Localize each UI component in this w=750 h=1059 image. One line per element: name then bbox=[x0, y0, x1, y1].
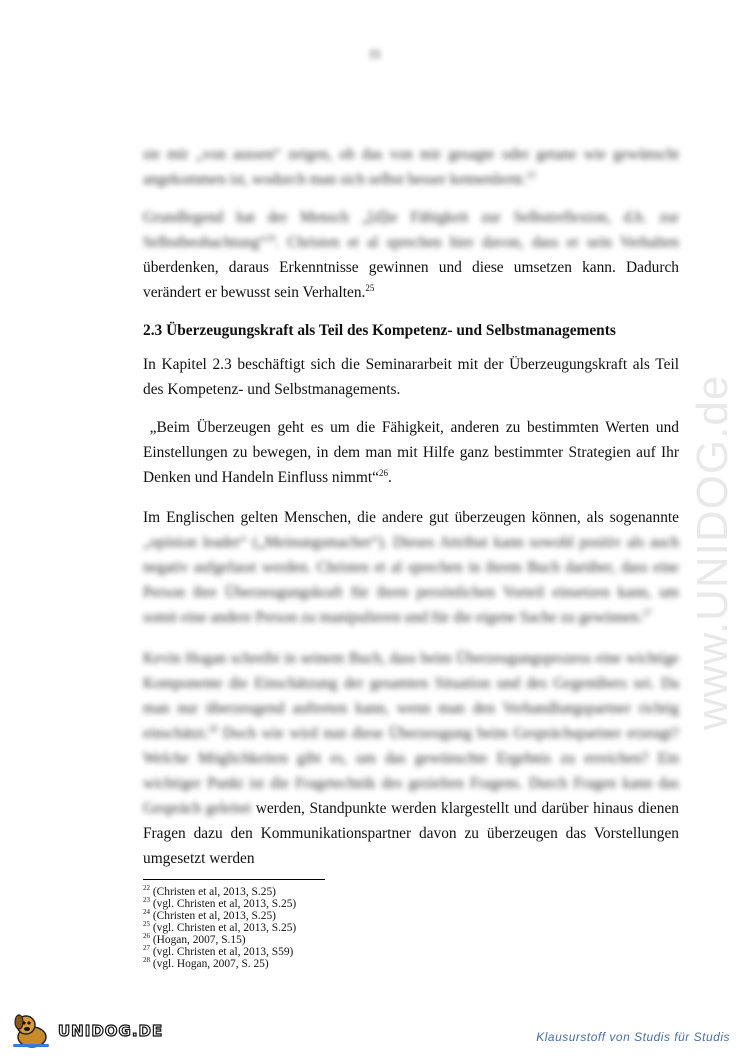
visible-text: werden, Standpunkte werden klargestellt und darüber hinaus dienen Fragen dazu den Kommunikationspartner davon zu überzeugen das Vorstellungen umgesetzt werden bbox=[143, 800, 679, 867]
blurred-text: sie mir „von aussen“ zeigen, ob das von mir gesagte oder getane wie gewünscht angekommen ist, wodurch man sich selbst besser kennenlernt. bbox=[143, 146, 679, 188]
footnote-ref: 25 bbox=[365, 282, 375, 293]
blurred-paragraph-1 bbox=[143, 142, 679, 192]
footnote-text: (Christen et al, 2013, S.25) bbox=[152, 910, 276, 922]
logo-text: UNIDOG.DE bbox=[58, 1022, 164, 1040]
dog-icon bbox=[10, 1010, 56, 1050]
blurred-segment: „opinion leader“ („Meinungsmacher“). Dieses Attribut kann sowohl positiv als auch negativ aufgefasst werden. Christen et al sprechen in ihrem Buch darüber, dass eine Person ihre Überzeugungskraft für ihren persönlichen Vorteil einsetzen kann, um somit eine andere Person zu manipulieren und für die eigene Sache zu gewinnen. bbox=[143, 534, 679, 626]
watermark bbox=[682, 300, 737, 730]
footnote-text: (vgl. Christen et al, 2013, S59) bbox=[152, 946, 294, 958]
watermark-text: www.UNIDOG.de bbox=[688, 374, 737, 730]
footnote bbox=[143, 886, 296, 898]
unidog-logo bbox=[10, 1010, 190, 1050]
footnote-text: (Hogan, 2007, S.15) bbox=[152, 934, 246, 946]
paragraph-5 bbox=[143, 505, 679, 630]
footnote-text: (vgl. Christen et al, 2013, S.25) bbox=[152, 898, 297, 910]
footnote bbox=[143, 898, 296, 910]
footnote-separator bbox=[143, 879, 325, 880]
footnote bbox=[143, 910, 296, 922]
quote-text: „Beim Überzeugen geht es um die Fähigkeit, anderen zu bestimmten Werten und Einstellungen zu bewegen, in dem man mit Hilfe ganz bestimmter Strategien auf Ihr Denken und Handeln Einfluss nimmt“ bbox=[143, 419, 679, 486]
blurred-text bbox=[143, 209, 679, 251]
footnote bbox=[143, 934, 296, 946]
blurred-segment: Doch wie wird nun diese Überzeugung beim Gesprächspartner erzeugt? Welche Möglichkeiten gibt es, um das gewünschte Ergebnis zu erreichen? Ein wichtiger Punkt ist die Fragetechnik des gezielten Fragens. Durch Fragen kann das Gespräch geleitet bbox=[143, 725, 679, 817]
footnote-text: (vgl. Hogan, 2007, S. 25) bbox=[152, 958, 269, 970]
slogan: Klausurstoff von Studis für Studis bbox=[536, 1030, 730, 1044]
blurred-segment: Grundlegend hat der Mensch „[d]ie Fähigkeit zur Selbstreflexion, d.h. zur Selbstbeobachtung“ bbox=[143, 209, 679, 251]
footnote-number: 26 bbox=[143, 932, 150, 941]
paragraph-2 bbox=[143, 205, 679, 305]
footnote-ref: 27 bbox=[642, 607, 652, 618]
footnote bbox=[143, 922, 296, 934]
paragraph-4-quote bbox=[143, 415, 679, 490]
visible-text: Im Englischen gelten Menschen, die andere gut überzeugen können, als sogenannte bbox=[143, 509, 679, 526]
blurred-text bbox=[143, 650, 679, 817]
paragraph-text: In Kapitel 2.3 beschäftigt sich die Seminararbeit mit der Überzeugungskraft als Teil des Kompetenz- und Selbstmanagements. bbox=[143, 356, 679, 398]
footnote-number: 27 bbox=[143, 944, 150, 953]
paragraph-6 bbox=[143, 646, 679, 871]
footnote-ref: 28 bbox=[208, 723, 218, 734]
blurred-text bbox=[143, 534, 679, 626]
footnote-number: 24 bbox=[143, 908, 150, 917]
footnote-ref: 26 bbox=[378, 467, 388, 478]
footnote-number: 28 bbox=[143, 956, 150, 965]
blurred-segment: Kevin Hogan schreibt in seinem Buch, dass beim Überzeugungsprozess eine wichtige Komponente die Einschätzung der gesamten Situation und des Gegenübers sei. Da man nur überzeugend auftreten kann, wenn man den Verhandlungspartner richtig einschätzt. bbox=[143, 650, 679, 742]
footnote-text: (vgl. Christen et al, 2013, S.25) bbox=[152, 922, 297, 934]
footnote-number: 23 bbox=[143, 896, 150, 905]
footnote bbox=[143, 958, 296, 970]
footnotes bbox=[143, 886, 296, 970]
blurred-segment: . Christen et al sprechen hier davon, dass er sein Verhalten bbox=[275, 234, 679, 251]
section-heading: 2.3 Überzeugungskraft als Teil des Kompetenz- und Selbstmanagements bbox=[143, 322, 616, 339]
paragraph-3 bbox=[143, 352, 679, 402]
footnote-text: (Christen et al, 2013, S.25) bbox=[152, 886, 276, 898]
footnote bbox=[143, 946, 296, 958]
punctuation: . bbox=[387, 469, 392, 486]
footnote-ref: 23 bbox=[526, 169, 536, 180]
page-number: 11 bbox=[368, 46, 382, 61]
footnote-number: 25 bbox=[143, 920, 150, 929]
footnote-number: 22 bbox=[143, 884, 150, 893]
footnote-ref: 24 bbox=[266, 232, 276, 243]
visible-text: überdenken, daraus Erkenntnisse gewinnen und diese umsetzen kann. Dadurch verändert er bewusst sein Verhalten. bbox=[143, 259, 679, 301]
